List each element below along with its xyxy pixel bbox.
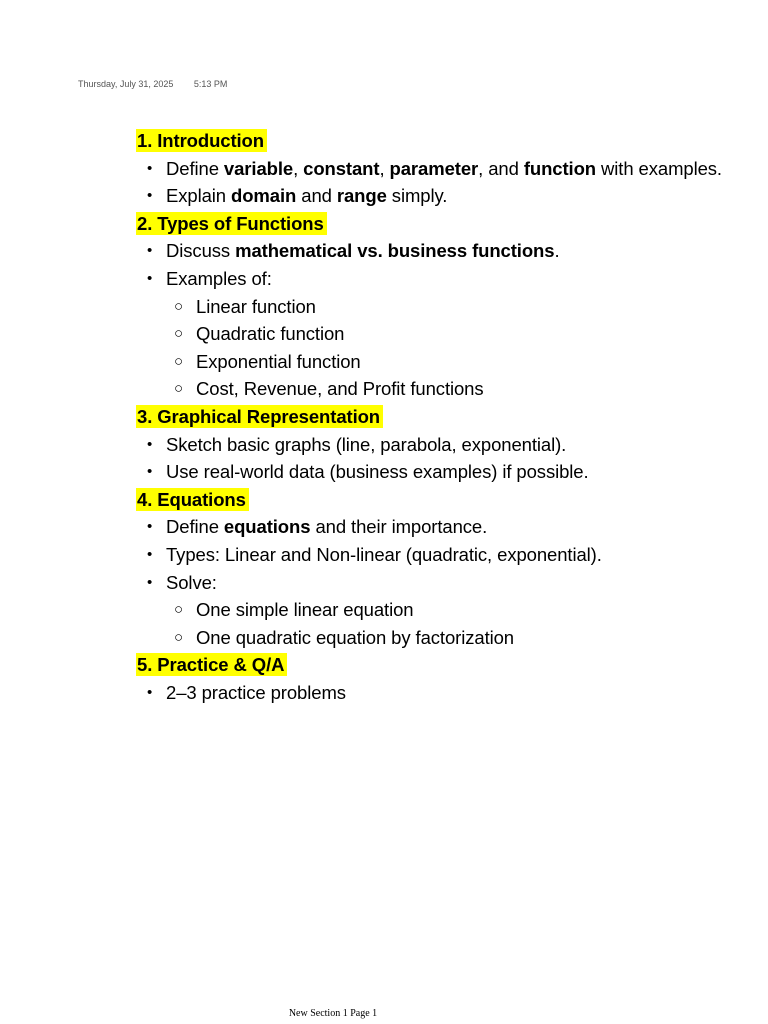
bullet-item <box>136 513 768 541</box>
sub-bullet-item <box>136 596 768 624</box>
page-footer: New Section 1 Page 1 <box>288 1008 378 1019</box>
sub-bullet-item <box>136 293 768 321</box>
section-heading-text: 2. Types of Functions <box>136 212 327 235</box>
sub-bullet-item <box>136 624 768 652</box>
section-heading <box>136 403 768 431</box>
text-segment: Explain <box>166 185 232 207</box>
circle-bullet-icon: ○ <box>174 297 183 315</box>
section-heading <box>136 127 768 155</box>
bold-term: variable <box>223 157 294 179</box>
bold-term: constant <box>303 157 380 179</box>
circle-bullet-icon: ○ <box>174 325 183 343</box>
bold-term: function <box>523 157 596 179</box>
bullet-item <box>136 155 768 183</box>
bullet-icon: • <box>147 159 153 177</box>
section-heading <box>136 486 768 514</box>
page-meta <box>78 79 227 89</box>
bullet-icon: • <box>147 518 153 536</box>
bullet-item <box>136 265 768 293</box>
text-segment: Types: Linear and Non-linear (quadratic, exponential). <box>166 543 602 565</box>
text-segment: Examples of: <box>166 267 272 289</box>
circle-bullet-icon: ○ <box>174 352 183 370</box>
text-segment: and their importance. <box>310 516 488 538</box>
sub-bullet-item <box>136 375 768 403</box>
sub-bullet-item <box>136 348 768 376</box>
text-segment: Use real-world data (business examples) if possible. <box>166 461 589 483</box>
bullet-icon: • <box>147 242 153 260</box>
text-segment: simply. <box>386 185 448 207</box>
bullet-item <box>136 458 768 486</box>
text-segment: Define <box>166 516 224 538</box>
section-heading-text: 1. Introduction <box>136 129 267 152</box>
section-heading-text: 4. Equations <box>136 488 249 511</box>
section-heading-text: 3. Graphical Representation <box>136 405 383 428</box>
bullet-icon: • <box>147 269 153 287</box>
bullet-item <box>136 541 768 569</box>
page-date: Thursday, July 31, 2025 <box>78 79 174 89</box>
circle-bullet-icon: ○ <box>174 628 183 646</box>
sub-bullet-item <box>136 320 768 348</box>
bullet-icon: • <box>147 435 153 453</box>
page-time: 5:13 PM <box>193 79 228 89</box>
sub-bullet-text: Linear function <box>196 295 316 317</box>
circle-bullet-icon: ○ <box>174 601 183 619</box>
text-segment: Solve: <box>166 571 217 593</box>
bullet-item <box>136 569 768 597</box>
bullet-icon: • <box>147 463 153 481</box>
bullet-icon: • <box>147 573 153 591</box>
bullet-item <box>136 182 768 210</box>
text-segment: 2–3 practice problems <box>166 681 346 703</box>
circle-bullet-icon: ○ <box>174 380 183 398</box>
text-segment: Define <box>166 157 224 179</box>
bold-term: domain <box>231 185 297 207</box>
bold-term: equations <box>223 516 311 538</box>
bullet-item <box>136 431 768 459</box>
sub-bullet-text: Exponential function <box>196 350 361 372</box>
sub-bullet-text: Quadratic function <box>196 323 345 345</box>
text-segment: , <box>293 157 304 179</box>
sub-bullet-text: One simple linear equation <box>196 599 414 621</box>
bold-term: parameter <box>389 157 479 179</box>
sub-bullet-text: One quadratic equation by factorization <box>196 626 514 648</box>
text-segment: Discuss <box>166 240 236 262</box>
text-segment: with examples. <box>595 157 722 179</box>
text-segment: , and <box>478 157 524 179</box>
text-segment: and <box>296 185 337 207</box>
section-heading <box>136 210 768 238</box>
bullet-item <box>136 679 768 707</box>
page-content <box>136 127 768 706</box>
text-segment: . <box>554 240 560 262</box>
bold-term: mathematical vs. business functions <box>235 240 555 262</box>
section-heading <box>136 651 768 679</box>
bullet-item <box>136 237 768 265</box>
sub-bullet-text: Cost, Revenue, and Profit functions <box>196 378 484 400</box>
text-segment: , <box>379 157 390 179</box>
section-heading-text: 5. Practice & Q/A <box>136 653 287 676</box>
bold-term: range <box>336 185 387 207</box>
text-segment: Sketch basic graphs (line, parabola, exponential). <box>166 433 567 455</box>
bullet-icon: • <box>147 545 153 563</box>
bullet-icon: • <box>147 683 153 701</box>
bullet-icon: • <box>147 187 153 205</box>
